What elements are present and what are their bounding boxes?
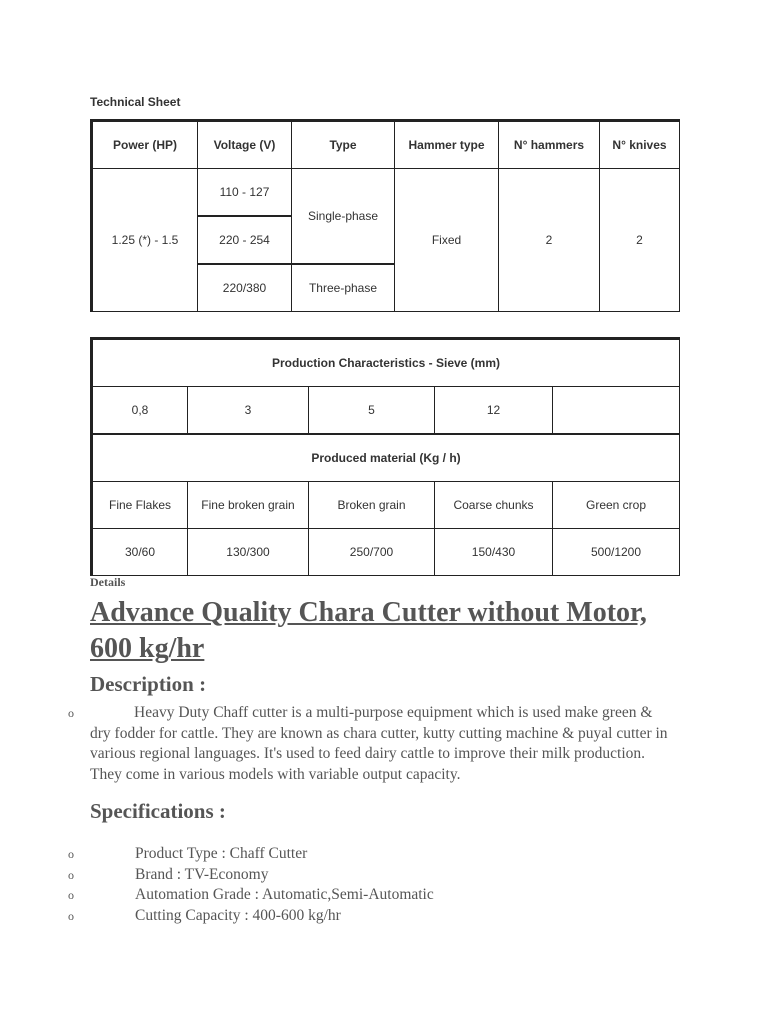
table-row [92,482,680,529]
material-cell: Fine Flakes [92,482,188,529]
sieve-size-cell [553,387,680,435]
power-cell: 1.25 (*) - 1.5 [92,169,198,312]
material-cell: Fine broken grain [188,482,309,529]
table-header-row [92,121,680,169]
bullet-icon: o [68,706,74,720]
material-cell: Broken grain [309,482,435,529]
table-row [92,169,680,217]
voltage-cell: 220/380 [198,264,292,312]
bullet-icon: o [68,908,74,923]
table-row [92,387,680,435]
rate-cell: 30/60 [92,529,188,576]
table-row [92,529,680,576]
description-heading: Description : [90,672,207,696]
sieve-heading: Production Characteristics - Sieve (mm) [92,339,680,387]
rate-cell: 250/700 [309,529,435,576]
header-voltage: Voltage (V) [198,121,292,169]
description-text: Heavy Duty Chaff cutter is a multi-purpose equipment which is used make green & dry fodder for cattle. They are known as chara cutter, kutty cutting machine & puyal cutter in various regional languages. It's used to feed dairy cattle to improve their milk production. They come in various models with variable output capacity. [90,704,668,783]
details-label: Details [90,575,126,589]
header-type: Type [292,121,395,169]
header-hammers: N° hammers [499,121,600,169]
material-heading: Produced material (Kg / h) [92,434,680,482]
type-cell: Single-phase [292,169,395,265]
hammers-cell: 2 [499,169,600,312]
specifications-heading: Specifications : [90,799,226,823]
sieve-size-cell: 0,8 [92,387,188,435]
voltage-cell: 220 - 254 [198,216,292,264]
bullet-icon: o [68,867,74,882]
header-knives: N° knives [600,121,680,169]
bullet-icon: o [68,888,74,902]
technical-sheet-title: Technical Sheet [90,95,181,109]
product-title[interactable]: Advance Quality Chara Cutter without Motor, 600 kg/hr [90,597,647,664]
header-hammer-type: Hammer type [395,121,499,169]
spec-text: Product Type : Chaff Cutter [135,845,308,862]
voltage-cell: 110 - 127 [198,169,292,217]
rate-cell: 150/430 [435,529,553,576]
sieve-size-cell: 5 [309,387,435,435]
sieve-size-cell: 3 [188,387,309,435]
production-table [90,337,680,576]
hammer-type-cell: Fixed [395,169,499,312]
table-header-row [92,434,680,482]
rate-cell: 130/300 [188,529,309,576]
sieve-size-cell: 12 [435,387,553,435]
type-cell: Three-phase [292,264,395,312]
spec-text: Cutting Capacity : 400-600 kg/hr [135,906,341,924]
table-header-row [92,339,680,387]
bullet-icon: o [68,847,74,861]
technical-sheet-table [90,119,680,312]
knives-cell: 2 [600,169,680,312]
material-cell: Coarse chunks [435,482,553,529]
spec-text: Automation Grade : Automatic,Semi-Automatic [135,886,434,903]
material-cell: Green crop [553,482,680,529]
spec-text: Brand : TV-Economy [135,865,269,883]
rate-cell: 500/1200 [553,529,680,576]
header-power: Power (HP) [92,121,198,169]
